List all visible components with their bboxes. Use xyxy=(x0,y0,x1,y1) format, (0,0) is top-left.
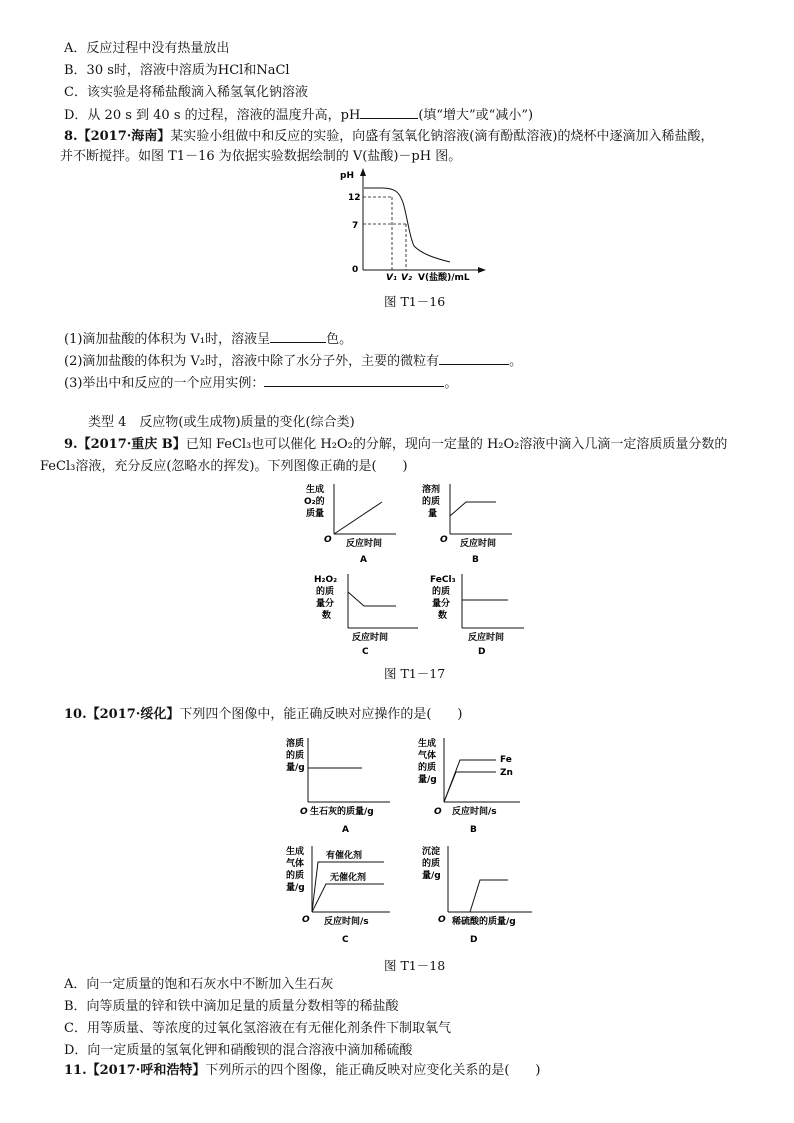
q10c-ylabel-3: 的质 xyxy=(286,871,305,881)
q7-option-d-text: D．从 20 s 到 40 s 的过程，溶液的温度升高，pH xyxy=(64,108,361,123)
q10c-ylabel-4: 量/g xyxy=(286,883,305,893)
q9b-line xyxy=(450,502,496,516)
q10d-letter: D xyxy=(470,935,478,945)
q10-option-c: C．用等质量、等浓度的过氧化氢溶液在有无催化剂条件下制取氧气 xyxy=(64,1021,451,1036)
q9b-ylabel-2: 的质 xyxy=(422,497,441,507)
q8-sub3-end: 。 xyxy=(444,376,458,391)
q10a-letter: A xyxy=(342,825,349,835)
q10c-letter: C xyxy=(342,935,349,945)
q10-source: 【2017·绥化】 xyxy=(86,707,180,722)
q7-option-d xyxy=(64,106,533,125)
q9a-origin: O xyxy=(324,535,332,545)
ph-y-label: pH xyxy=(340,171,354,181)
q11-number: 11. xyxy=(64,1063,87,1078)
q9a-xlabel: 反应时间 xyxy=(346,539,383,549)
q10d-ylabel-2: 的质 xyxy=(422,859,441,869)
q10a-ylabel-2: 的质 xyxy=(286,751,305,761)
q10b-ylabel-3: 的质 xyxy=(418,763,437,773)
q7-option-d-suffix: (填“增大”或“减小”) xyxy=(418,108,534,123)
q9a-ylabel-3: 质量 xyxy=(306,509,325,519)
q9c-ylabel-2: 的质 xyxy=(316,587,335,597)
ph-curve xyxy=(364,188,450,262)
ph-v2-label: V₂ xyxy=(401,273,412,283)
q10d-ylabel-3: 量/g xyxy=(422,871,441,881)
q11-source: 【2017·呼和浩特】 xyxy=(86,1063,206,1078)
q7-option-b: B．30 s时，溶液中溶质为HCl和NaCl xyxy=(64,63,290,78)
q9-graph-d xyxy=(428,570,528,656)
q10b-zn-line xyxy=(444,772,496,802)
q8-sub3 xyxy=(64,374,457,393)
q10a-xlabel: 生石灰的质量/g xyxy=(310,807,374,817)
q9d-ylabel-4: 数 xyxy=(438,611,448,621)
q10b-zn-label: Zn xyxy=(500,768,513,778)
q7-option-a: A．反应过程中没有热量放出 xyxy=(64,41,230,56)
q9-stem1: 已知 FeCl₃也可以催化 H₂O₂的分解，现向一定量的 H₂O₂溶液中滴入几滴一定溶质质量分数的 xyxy=(185,437,728,452)
q10-graph-a xyxy=(284,734,404,840)
q10d-origin: O xyxy=(438,915,446,925)
q10a-ylabel-3: 量/g xyxy=(286,763,305,773)
q9-stem-line2: FeCl₃溶液，充分反应(忽略水的挥发)。下列图像正确的是( ) xyxy=(40,459,408,474)
q9-graph-a xyxy=(300,480,400,566)
q9-stem-line1 xyxy=(64,436,727,454)
q9-graph-c xyxy=(312,570,422,656)
q9a-line xyxy=(334,502,382,534)
q10c-cat-line xyxy=(312,862,384,912)
q10a-origin: O xyxy=(300,807,308,817)
q8-sub1-end: 色。 xyxy=(326,332,353,347)
q10-option-a: A．向一定质量的饱和石灰水中不断加入生石灰 xyxy=(64,977,334,992)
q10d-line xyxy=(448,880,508,912)
q8-sub2-text: (2)滴加盐酸的体积为 V₂时，溶液中除了水分子外，主要的微粒有 xyxy=(64,354,440,369)
q9d-letter: D xyxy=(478,647,486,656)
q10-option-d: D．向一定质量的氢氧化钾和硝酸钡的混合溶液中滴加稀硫酸 xyxy=(64,1043,413,1058)
q10c-nocat-label: 无催化剂 xyxy=(330,873,367,883)
q11-stem xyxy=(64,1062,541,1080)
q8-sub3-text: (3)举出中和反应的一个应用实例： xyxy=(64,376,265,391)
q8-sub1-text: (1)滴加盐酸的体积为 V₁时，溶液呈 xyxy=(64,332,271,347)
q9-number: 9. xyxy=(64,437,78,452)
q8-sub2 xyxy=(64,352,522,371)
ph-origin: 0 xyxy=(352,265,359,275)
q9b-origin: O xyxy=(440,535,448,545)
q9b-ylabel-1: 溶剂 xyxy=(422,485,441,495)
q9c-letter: C xyxy=(362,647,369,656)
q8-stem1: 某实验小组做中和反应的实验，向盛有氢氧化钠溶液(滴有酚酞溶液)的烧杯中逐滴加入稀盐酸， xyxy=(170,129,714,144)
ph-y-arrow xyxy=(360,168,366,176)
q7-option-c: C．该实验是将稀盐酸滴入稀氢氧化钠溶液 xyxy=(64,85,308,100)
ph-x-arrow xyxy=(478,267,486,273)
q9-source: 【2017·重庆 B】 xyxy=(77,437,186,452)
q9a-letter: A xyxy=(360,555,367,565)
ph-x-label: V(盐酸)/mL xyxy=(418,273,470,283)
q8-sub1-blank[interactable] xyxy=(270,330,326,343)
q10-graph-c xyxy=(284,842,404,948)
q8-stem-line2: 并不断搅拌。如图 T1－16 为依据实验数据绘制的 V(盐酸)－pH 图。 xyxy=(60,149,462,164)
ph-chart xyxy=(330,166,490,286)
q10c-origin: O xyxy=(302,915,310,925)
q9c-line xyxy=(348,592,396,606)
fig-t1-17-caption: 图 T1－17 xyxy=(384,666,446,681)
q8-stem-line1 xyxy=(64,128,713,146)
ph-v1-label: V₁ xyxy=(386,273,397,283)
q9c-xlabel: 反应时间 xyxy=(352,633,389,643)
q10b-ylabel-1: 生成 xyxy=(418,739,437,749)
q10-stem-text: 下列四个图像中，能正确反映对应操作的是( ) xyxy=(179,707,463,722)
q9c-ylabel-4: 数 xyxy=(322,611,332,621)
ph-tick-12: 12 xyxy=(348,193,361,203)
q9-graph-b xyxy=(416,480,516,566)
q10c-ylabel-1: 生成 xyxy=(286,847,305,857)
q10-number: 10. xyxy=(64,707,87,722)
q10-stem xyxy=(64,706,463,724)
q9d-ylabel-2: 的质 xyxy=(432,587,451,597)
q9b-letter: B xyxy=(472,555,479,565)
q10-option-b: B．向等质量的锌和铁中滴加足量的质量分数相等的稀盐酸 xyxy=(64,999,399,1014)
ph-tick-7: 7 xyxy=(352,221,359,231)
q11-stem-text: 下列所示的四个图像，能正确反映对应变化关系的是( ) xyxy=(205,1063,541,1078)
q10b-xlabel: 反应时间/s xyxy=(452,807,497,817)
q9d-xlabel: 反应时间 xyxy=(468,633,505,643)
q8-sub1 xyxy=(64,330,352,349)
q10c-xlabel: 反应时间/s xyxy=(324,917,369,927)
q10-graph-d xyxy=(420,842,544,948)
q9a-ylabel-2: O₂的 xyxy=(304,497,325,507)
q9a-ylabel-1: 生成 xyxy=(306,485,325,495)
q10b-ylabel-2: 气体 xyxy=(418,751,437,761)
q10d-xlabel: 稀硫酸的质量/g xyxy=(452,917,516,927)
q9b-ylabel-3: 量 xyxy=(428,509,438,519)
q9c-ylabel-1: H₂O₂ xyxy=(314,575,338,585)
q9d-ylabel-1: FeCl₃ xyxy=(430,575,456,585)
q10b-fe-line xyxy=(444,760,496,802)
q10d-ylabel-1: 沉淀 xyxy=(422,847,441,857)
q9b-xlabel: 反应时间 xyxy=(460,539,497,549)
q10a-ylabel-1: 溶质 xyxy=(286,739,305,749)
q10c-nocat-line xyxy=(312,884,384,912)
q10-graph-b xyxy=(416,734,536,840)
q10b-origin: O xyxy=(434,807,442,817)
q9c-ylabel-3: 量分 xyxy=(316,599,335,609)
type4-heading: 类型 4 反应物(或生成物)质量的变化(综合类) xyxy=(88,415,355,430)
fig-t1-16-caption: 图 T1－16 xyxy=(384,294,446,309)
q7-blank[interactable] xyxy=(360,106,418,119)
q10b-fe-label: Fe xyxy=(500,755,512,765)
q9d-ylabel-3: 量分 xyxy=(432,599,451,609)
q8-number: 8. xyxy=(64,129,78,144)
q10b-ylabel-4: 量/g xyxy=(418,775,437,785)
q10b-letter: B xyxy=(470,825,477,835)
q8-source: 【2017·海南】 xyxy=(77,129,171,144)
q8-sub2-blank[interactable] xyxy=(439,352,509,365)
q8-sub3-blank[interactable] xyxy=(264,374,444,387)
q10c-cat-label: 有催化剂 xyxy=(326,851,363,861)
fig-t1-18-caption: 图 T1－18 xyxy=(384,958,446,973)
q10c-ylabel-2: 气体 xyxy=(286,859,305,869)
q8-sub2-end: 。 xyxy=(509,354,523,369)
